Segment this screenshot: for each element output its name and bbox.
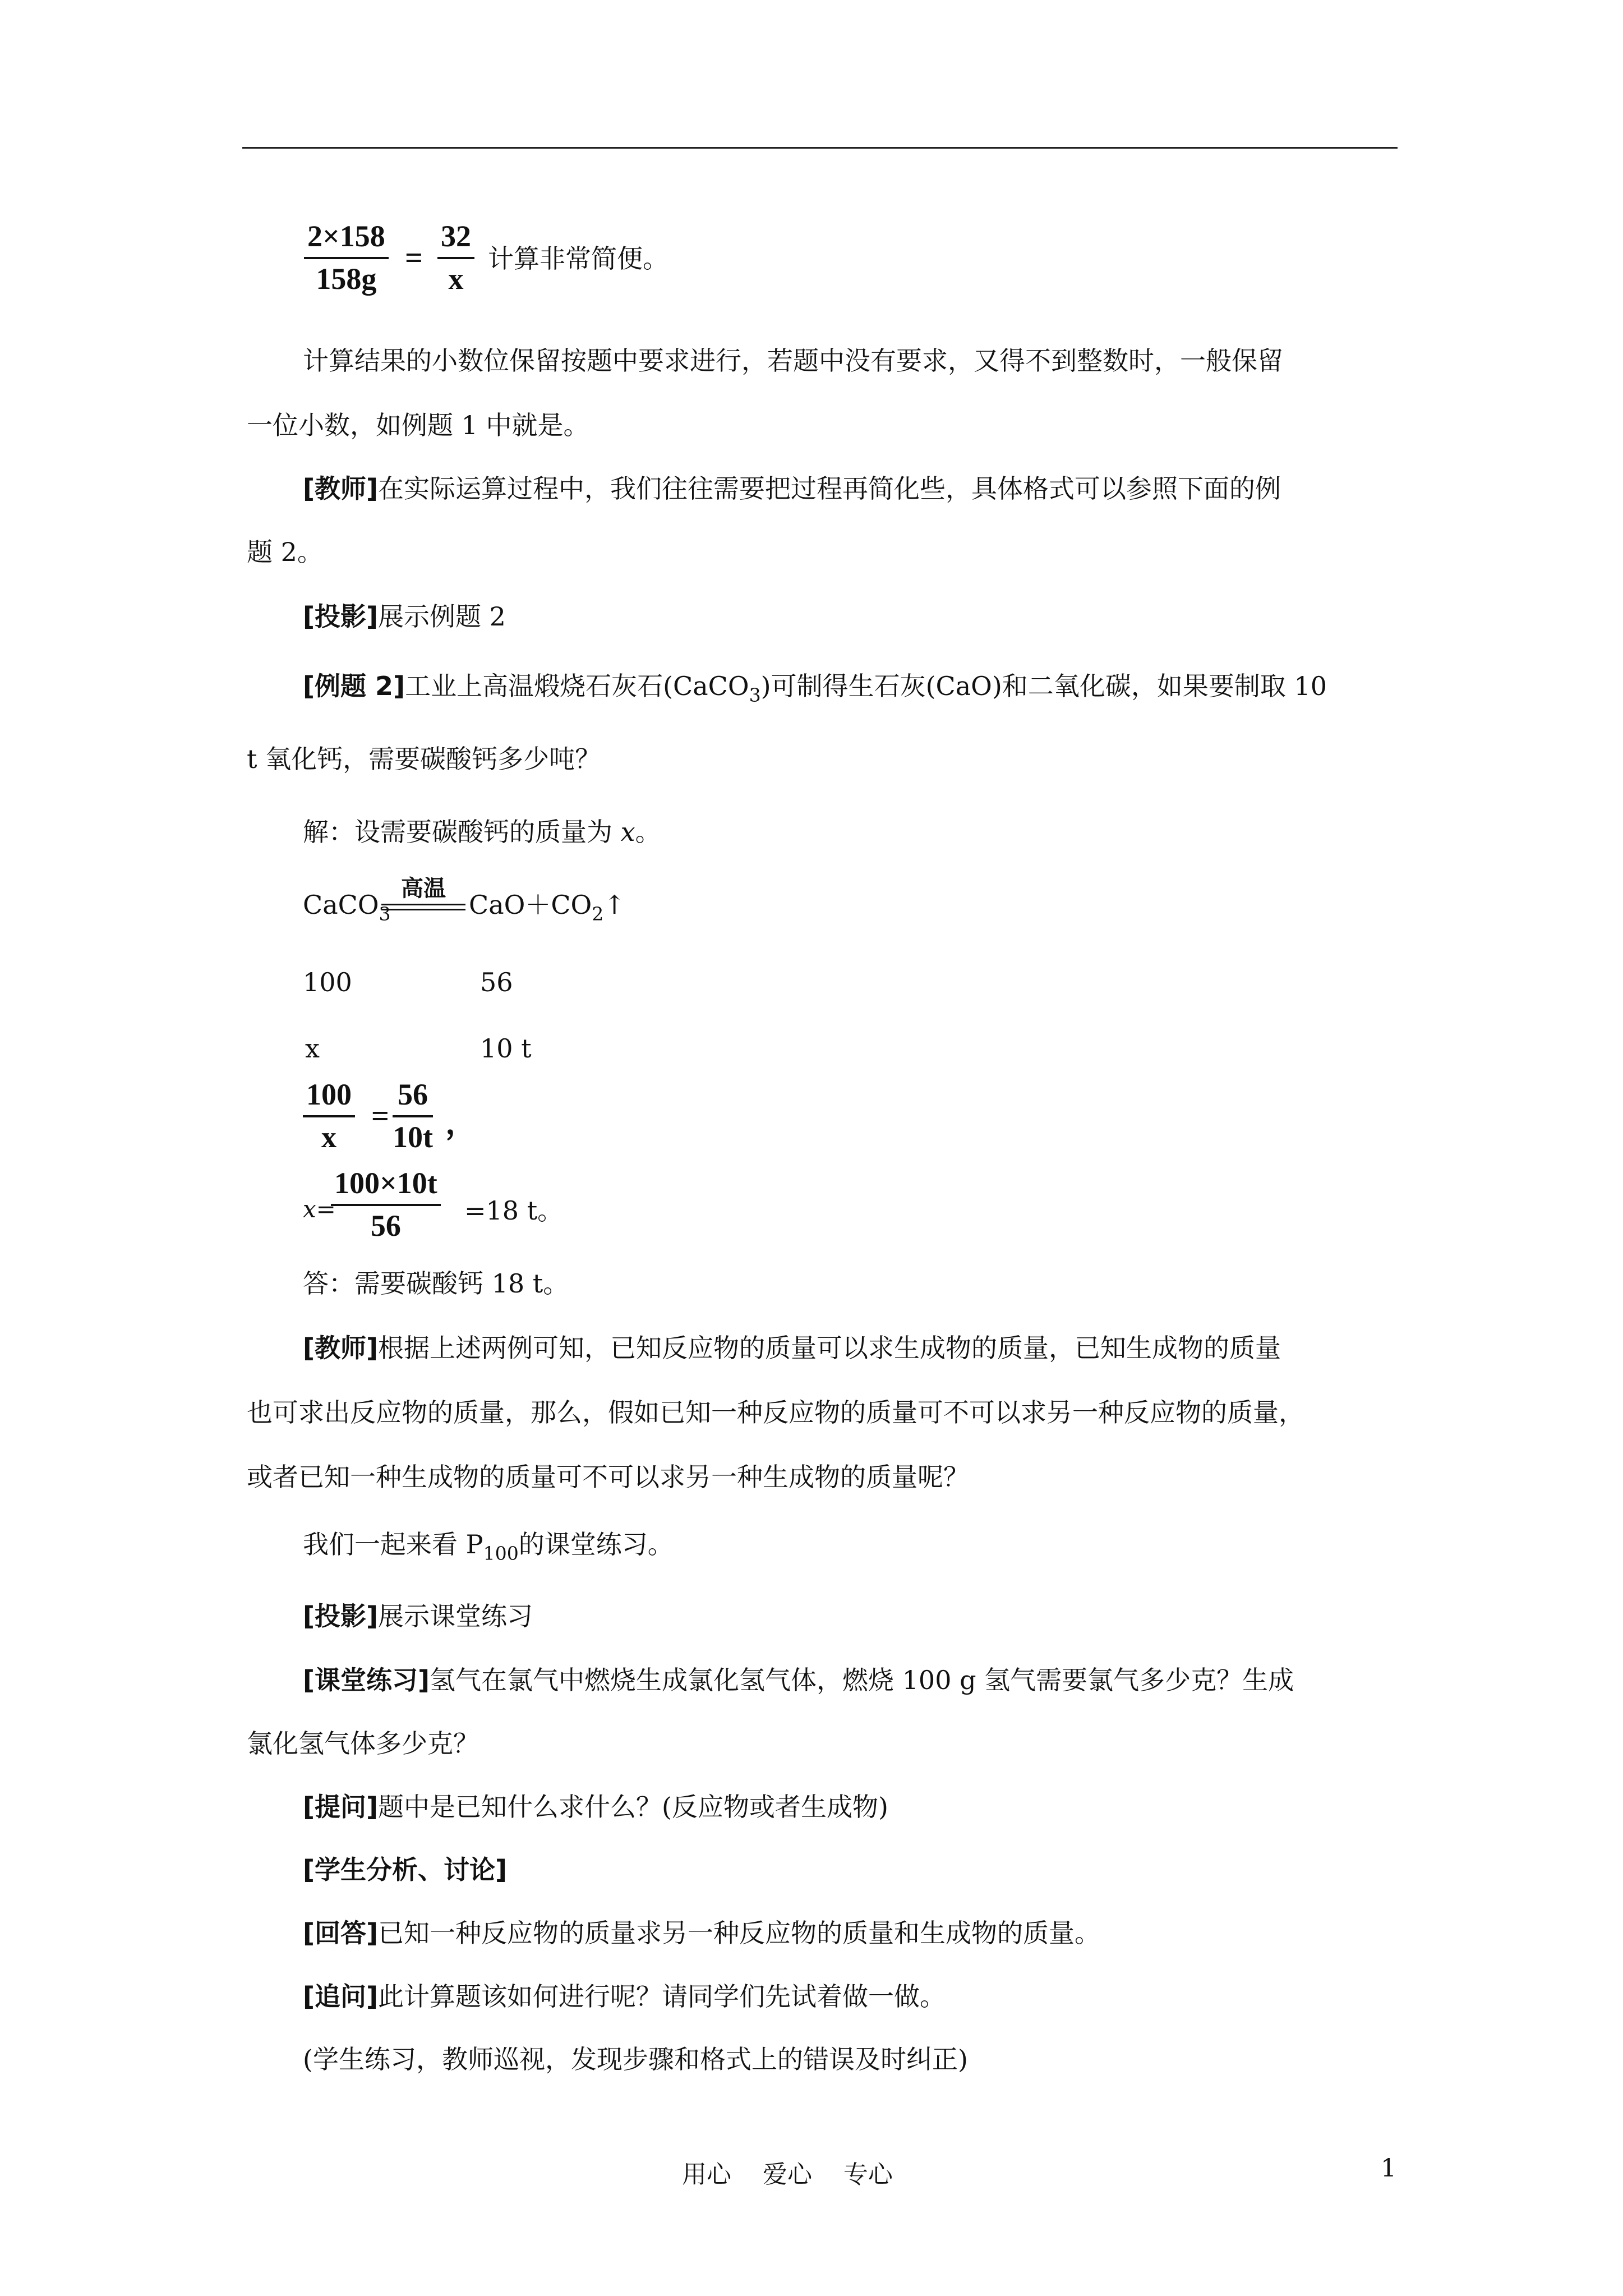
equals-sign: =: [405, 241, 423, 275]
molar-mass-right: 56: [480, 967, 513, 997]
question-tag: [提问]: [303, 1792, 379, 1822]
example-line: [例题 2]工业上高温煅烧石灰石(CaCO$_3$)可制得生石灰(CaO)和二氧化碳，如果要制取 10: [303, 671, 1327, 706]
practice-tag: [课堂练习]: [303, 1665, 430, 1695]
calc-prefix: x=: [303, 1195, 336, 1223]
discussion-line: [303, 1857, 507, 1883]
calc-fraction: $\frac{100\times 10t}{56}$: [331, 1166, 441, 1243]
paragraph-line: 也可求出反应物的质量，那么，假如已知一种反应物的质量可不可以求另一种反应物的质量，: [247, 1397, 1304, 1428]
answer-line: 答：需要碳酸钙 18 t。: [303, 1268, 569, 1299]
teacher-tag: [教师]: [303, 1333, 379, 1363]
footer-motto: 用心 爱心 专心: [682, 2160, 893, 2189]
page-number: 1: [1381, 2154, 1396, 2183]
paragraph-line: 氯化氢气体多少克？: [247, 1728, 479, 1759]
reaction-condition: 高温: [381, 871, 465, 910]
reaction-equation: CaCO$_3$: [303, 890, 391, 925]
paragraph-line: t 氧化钙，需要碳酸钙多少吨？: [247, 744, 601, 774]
ratio-fraction-right: $\frac{56}{10t}$: [393, 1078, 433, 1154]
reaction-products: $CaO+CO_2↑$: [469, 890, 625, 925]
projection-text: 展示例题 2: [378, 601, 506, 632]
solution-setup: 解：设需要碳酸钙的质量为 x。: [303, 817, 661, 847]
fraction-right: $\frac{32}{x}$: [437, 219, 474, 296]
molar-mass-left: 100: [303, 967, 352, 997]
ratio-fraction-left: $\frac{100}{x}$: [303, 1077, 355, 1154]
reply-line: [回答]已知一种反应物的质量求另一种反应物的质量和生成物的质量。: [303, 1918, 1101, 1948]
paragraph-line: 计算结果的小数位保留按题中要求进行，若题中没有要求，又得不到整数时，一般保留: [303, 346, 1283, 376]
followup-line: [追问]此计算题该如何进行呢？请同学们先试着做一做。: [303, 1981, 946, 2012]
projection-line: [303, 601, 506, 632]
paragraph-line: 题 2。: [247, 537, 323, 567]
paragraph-line: 一位小数，如例题 1 中就是。: [247, 410, 589, 440]
comma: ，: [445, 1106, 477, 1141]
practice-paragraph: [课堂练习]氢气在氯气中燃烧生成氯化氢气体，燃烧 100 g 氢气需要氯气多少克？生成: [303, 1665, 1294, 1695]
projection-tag: [投影]: [303, 601, 379, 632]
discussion-tag: [学生分析、讨论]: [303, 1855, 508, 1885]
question-line: [提问]题中是已知什么求什么？(反应物或者生成物): [303, 1792, 888, 1822]
equals-sign: =: [371, 1099, 389, 1134]
note-line: (学生练习，教师巡视，发现步骤和格式上的错误及时纠正): [303, 2044, 968, 2074]
teacher-paragraph: [教师]根据上述两例可知，已知反应物的质量可以求生成物的质量，已知生成物的质量: [303, 1333, 1281, 1363]
up-arrow-icon: ↑: [603, 890, 625, 920]
calc-result: =18 t。: [464, 1195, 564, 1226]
projection-line: [投影]展示课堂练习: [303, 1601, 533, 1631]
paragraph-text: 在实际运算过程中，我们往往需要把过程再简化些，具体格式可以参照下面的例: [378, 473, 1281, 504]
reply-tag: [回答]: [303, 1918, 379, 1948]
fraction-left: $\frac{2\times 158}{158g}$: [304, 219, 389, 296]
projection-tag: [投影]: [303, 1601, 379, 1631]
teacher-paragraph: [303, 473, 1281, 504]
followup-tag: [追问]: [303, 1981, 379, 2012]
mass-right: 10 t: [480, 1033, 532, 1064]
mass-left: x: [305, 1033, 320, 1064]
equation1-suffix: 计算非常简便。: [488, 243, 668, 274]
paragraph-line: 或者已知一种生成物的质量可不可以求另一种生成物的质量呢？: [247, 1462, 969, 1492]
example-tag: [例题 2]: [303, 671, 405, 701]
header-rule: [242, 147, 1398, 149]
teacher-tag: [教师]: [303, 473, 379, 504]
practice-intro: 我们一起来看 $P_{100}$的课堂练习。: [303, 1529, 674, 1565]
